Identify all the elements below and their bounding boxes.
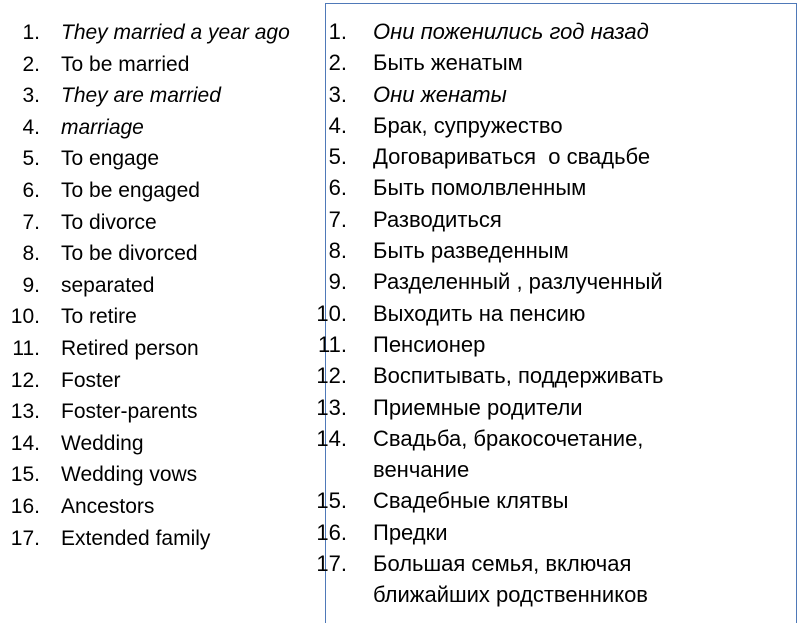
item-text: Свадьба, бракосочетание, венчание (373, 425, 644, 483)
item-text: They are married (61, 84, 221, 108)
list-item (306, 423, 800, 486)
list-item (0, 49, 330, 81)
item-text: To be divorced (61, 242, 198, 266)
list-item (0, 17, 330, 49)
item-text: To be married (61, 52, 190, 76)
item-number: 11. (12, 336, 40, 360)
item-number: 2. (328, 50, 347, 76)
item-number: 7. (22, 210, 40, 234)
item-text: To engage (61, 147, 160, 171)
list-item (0, 523, 330, 555)
item-text: Foster (61, 368, 121, 392)
item-number: 16. (10, 494, 40, 518)
item-text: Быть разведенным (373, 238, 569, 264)
list-item (0, 428, 330, 460)
item-number: 12. (316, 363, 347, 389)
item-text: Большая семья, включая ближайших родственников (373, 551, 648, 608)
item-number: 8. (328, 238, 347, 264)
item-number: 4. (328, 112, 347, 138)
item-number: 13. (316, 394, 347, 420)
item-number: 17. (10, 526, 40, 550)
item-number: 6. (328, 175, 347, 201)
item-number: 9. (328, 269, 347, 295)
list-item (0, 112, 330, 144)
item-text: Wedding (61, 431, 144, 455)
item-text: Extended family (61, 526, 211, 550)
item-text: Разделенный , разлученный (373, 269, 663, 295)
list-item (306, 298, 800, 329)
list-item (0, 333, 330, 365)
item-text: marriage (61, 115, 144, 139)
item-number: 7. (328, 206, 347, 232)
item-text: Foster-parents (61, 400, 198, 424)
item-number: 1. (328, 19, 347, 44)
list-item (306, 79, 800, 110)
item-number: 9. (22, 273, 40, 297)
list-item (0, 238, 330, 270)
item-text: Быть женатым (373, 50, 523, 76)
list-item (306, 360, 800, 391)
item-number: 10. (10, 305, 40, 329)
item-text: Они поженились год назад (373, 19, 649, 44)
item-text: They married a year ago (61, 21, 290, 44)
item-text: To be engaged (61, 178, 200, 202)
list-item (0, 301, 330, 333)
item-text: Retired person (61, 336, 199, 360)
item-number: 15. (10, 463, 40, 487)
item-number: 1. (22, 21, 40, 44)
list-item (0, 396, 330, 428)
list-item (0, 491, 330, 523)
item-text: Пенсионер (373, 331, 486, 357)
item-text: Приемные родители (373, 394, 583, 420)
item-number: 6. (22, 178, 40, 202)
list-item (0, 459, 330, 491)
item-number: 8. (22, 242, 40, 266)
item-number: 16. (316, 519, 347, 545)
list-item (306, 548, 800, 611)
item-number: 5. (22, 147, 40, 171)
list-item (306, 517, 800, 548)
item-number: 13. (10, 400, 40, 424)
list-item (0, 270, 330, 302)
list-item (306, 172, 800, 203)
list-item (306, 16, 800, 47)
item-text: Выходить на пенсию (373, 300, 586, 326)
item-number: 14. (10, 431, 40, 455)
list-item (306, 110, 800, 141)
item-number: 11. (318, 331, 347, 357)
russian-translation-list (306, 16, 800, 611)
item-text: Предки (373, 519, 448, 545)
item-text: Брак, супружество (373, 112, 563, 138)
item-number: 17. (316, 551, 347, 577)
item-text: Свадебные клятвы (373, 488, 569, 514)
item-number: 3. (328, 81, 347, 107)
list-item (306, 329, 800, 360)
item-number: 10. (316, 300, 347, 326)
list-item (306, 392, 800, 423)
item-text: separated (61, 273, 155, 297)
item-number: 15. (316, 488, 347, 514)
item-number: 14. (316, 425, 347, 451)
item-number: 3. (22, 84, 40, 108)
english-word-list (0, 17, 330, 554)
item-text: Ancestors (61, 494, 155, 518)
list-item (306, 47, 800, 78)
list-item (0, 365, 330, 397)
list-item (306, 266, 800, 297)
item-number: 12. (10, 368, 40, 392)
item-text: Wedding vows (61, 463, 198, 487)
item-number: 4. (22, 115, 40, 139)
list-item (0, 207, 330, 239)
item-text: To retire (61, 305, 137, 329)
item-number: 5. (328, 144, 347, 170)
item-text: Быть помолвленным (373, 175, 587, 201)
list-item (0, 175, 330, 207)
list-item (0, 143, 330, 175)
item-text: Разводиться (373, 206, 502, 232)
item-text: Договариваться о свадьбе (373, 144, 651, 170)
item-text: Они женаты (373, 81, 507, 107)
item-text: To divorce (61, 210, 157, 234)
list-item (306, 235, 800, 266)
item-text: Воспитывать, поддерживать (373, 363, 664, 389)
item-number: 2. (22, 52, 40, 76)
list-item (306, 141, 800, 172)
list-item (306, 485, 800, 516)
list-item (0, 80, 330, 112)
list-item (306, 204, 800, 235)
